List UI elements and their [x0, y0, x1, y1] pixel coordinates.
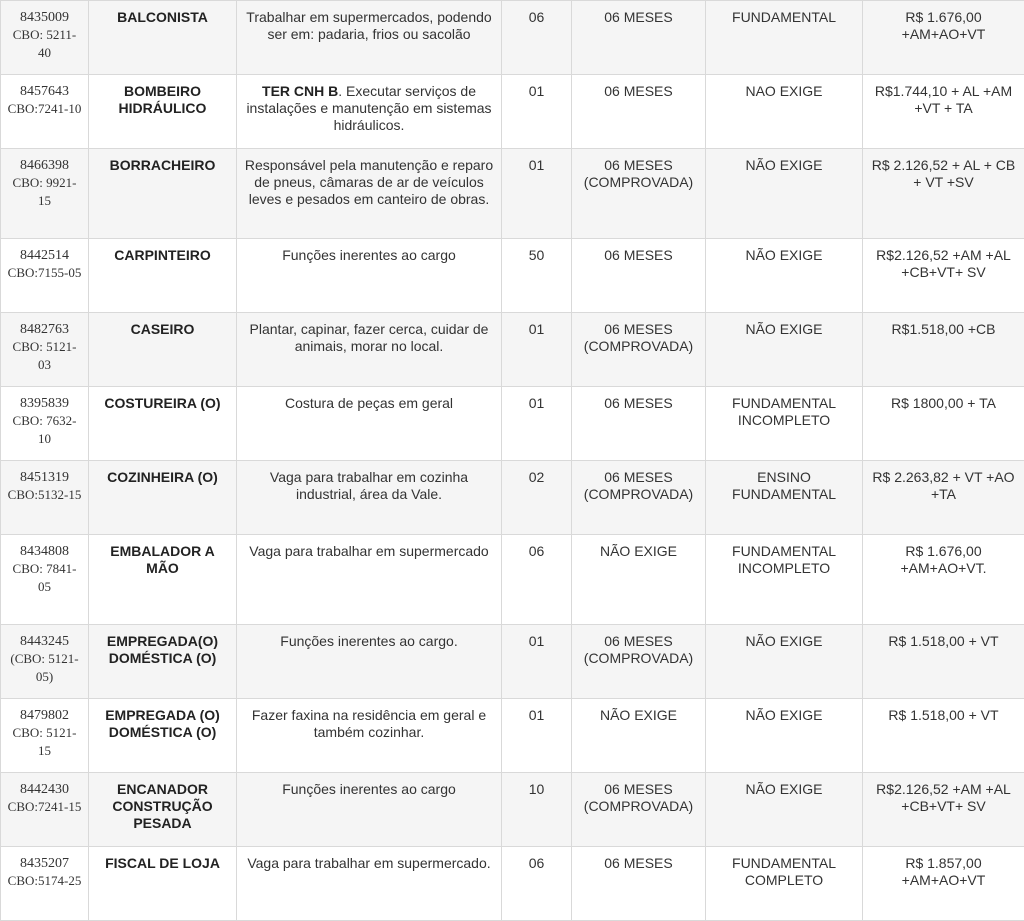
salary-benefits: R$1.518,00 +CB	[863, 313, 1024, 387]
job-title: COSTUREIRA (O)	[89, 387, 237, 461]
job-title: CASEIRO	[89, 313, 237, 387]
vacancy-code: 8434808	[20, 544, 69, 559]
vacancy-quantity: 01	[502, 313, 572, 387]
job-description	[237, 847, 502, 921]
cbo-code: CBO:7241-15	[8, 799, 82, 814]
salary-benefits: R$ 1.676,00 +AM+AO+VT	[863, 1, 1024, 75]
vacancy-code: 8435009	[20, 10, 69, 25]
table-row	[1, 699, 1024, 773]
vacancy-quantity: 01	[502, 625, 572, 699]
job-title: COZINHEIRA (O)	[89, 461, 237, 535]
salary-benefits: R$ 1.857,00 +AM+AO+VT	[863, 847, 1024, 921]
table-row	[1, 149, 1024, 239]
job-title: CARPINTEIRO	[89, 239, 237, 313]
description-highlight: TER CNH B	[262, 83, 338, 99]
description-text: Funções inerentes ao cargo.	[280, 633, 457, 649]
cbo-code: CBO: 7632-10	[13, 413, 77, 446]
vacancy-code-cell	[1, 75, 89, 149]
experience-requirement: 06 MESES	[572, 1, 706, 75]
cbo-code: CBO:7241-10	[8, 101, 82, 116]
job-description	[237, 625, 502, 699]
vacancy-quantity: 01	[502, 387, 572, 461]
description-text: Fazer faxina na residência em geral e também cozinhar.	[252, 707, 486, 740]
job-title: BALCONISTA	[89, 1, 237, 75]
education-requirement: NÃO EXIGE	[706, 625, 863, 699]
job-title: EMPREGADA(O) DOMÉSTICA (O)	[89, 625, 237, 699]
salary-benefits: R$ 1.676,00 +AM+AO+VT.	[863, 535, 1024, 625]
experience-requirement: 06 MESES	[572, 75, 706, 149]
vacancy-code-cell	[1, 149, 89, 239]
cbo-code: CBO: 7841-05	[13, 561, 77, 594]
experience-requirement: 06 MESES (COMPROVADA)	[572, 773, 706, 847]
cbo-code: CBO: 9921-15	[13, 175, 77, 208]
job-description	[237, 1, 502, 75]
experience-requirement: 06 MESES (COMPROVADA)	[572, 461, 706, 535]
education-requirement: FUNDAMENTAL INCOMPLETO	[706, 387, 863, 461]
vacancy-code: 8395839	[20, 396, 69, 411]
education-requirement: NÃO EXIGE	[706, 699, 863, 773]
salary-benefits: R$1.744,10 + AL +AM +VT + TA	[863, 75, 1024, 149]
cbo-code: CBO: 5121-15	[13, 725, 77, 758]
experience-requirement: 06 MESES	[572, 847, 706, 921]
description-text: Trabalhar em supermercados, podendo ser em: padaria, frios ou sacolão	[246, 9, 491, 42]
vacancy-code: 8443245	[20, 634, 69, 649]
education-requirement: FUNDAMENTAL COMPLETO	[706, 847, 863, 921]
experience-requirement: 06 MESES (COMPROVADA)	[572, 313, 706, 387]
vacancy-code-cell	[1, 387, 89, 461]
table-row	[1, 847, 1024, 921]
salary-benefits: R$ 2.126,52 + AL + CB + VT +SV	[863, 149, 1024, 239]
vacancy-code: 8466398	[20, 158, 69, 173]
cbo-code: CBO:5132-15	[8, 487, 82, 502]
vacancy-quantity: 01	[502, 699, 572, 773]
table-row	[1, 239, 1024, 313]
cbo-code: CBO:5174-25	[8, 873, 82, 888]
job-description	[237, 313, 502, 387]
salary-benefits: R$2.126,52 +AM +AL +CB+VT+ SV	[863, 773, 1024, 847]
table-row	[1, 75, 1024, 149]
salary-benefits: R$ 1.518,00 + VT	[863, 625, 1024, 699]
salary-benefits: R$ 1.518,00 + VT	[863, 699, 1024, 773]
education-requirement: NÃO EXIGE	[706, 149, 863, 239]
education-requirement: NÃO EXIGE	[706, 239, 863, 313]
vacancy-quantity: 06	[502, 1, 572, 75]
cbo-code: CBO: 5211-40	[13, 27, 76, 60]
description-text: Costura de peças em geral	[285, 395, 453, 411]
table-row	[1, 313, 1024, 387]
table-row	[1, 387, 1024, 461]
vacancy-code-cell	[1, 535, 89, 625]
education-requirement: NÃO EXIGE	[706, 313, 863, 387]
table-row	[1, 461, 1024, 535]
job-description	[237, 239, 502, 313]
vacancy-code-cell	[1, 847, 89, 921]
table-row	[1, 535, 1024, 625]
experience-requirement: NÃO EXIGE	[572, 699, 706, 773]
job-description	[237, 773, 502, 847]
cbo-code: (CBO: 5121-05)	[10, 651, 78, 684]
experience-requirement: 06 MESES (COMPROVADA)	[572, 625, 706, 699]
vacancy-quantity: 50	[502, 239, 572, 313]
job-description	[237, 387, 502, 461]
table-row	[1, 625, 1024, 699]
vacancy-code: 8442430	[20, 782, 69, 797]
description-text: Plantar, capinar, fazer cerca, cuidar de animais, morar no local.	[250, 321, 489, 354]
job-description	[237, 699, 502, 773]
vacancy-code-cell	[1, 773, 89, 847]
experience-requirement: NÃO EXIGE	[572, 535, 706, 625]
job-title: EMBALADOR A MÃO	[89, 535, 237, 625]
cbo-code: CBO: 5121-03	[13, 339, 77, 372]
vacancy-code: 8457643	[20, 84, 69, 99]
job-title: BOMBEIRO HIDRÁULICO	[89, 75, 237, 149]
salary-benefits: R$ 1800,00 + TA	[863, 387, 1024, 461]
vacancy-code-cell	[1, 461, 89, 535]
vacancy-code-cell	[1, 313, 89, 387]
description-text: Funções inerentes ao cargo	[282, 247, 456, 263]
salary-benefits: R$ 2.263,82 + VT +AO +TA	[863, 461, 1024, 535]
vacancy-code: 8479802	[20, 708, 69, 723]
experience-requirement: 06 MESES	[572, 387, 706, 461]
job-description	[237, 149, 502, 239]
vacancy-code-cell	[1, 625, 89, 699]
vacancy-quantity: 06	[502, 535, 572, 625]
experience-requirement: 06 MESES	[572, 239, 706, 313]
education-requirement: FUNDAMENTAL	[706, 1, 863, 75]
description-text: Vaga para trabalhar em supermercado	[249, 543, 488, 559]
cbo-code: CBO:7155-05	[8, 265, 82, 280]
description-text: Vaga para trabalhar em cozinha industrial, área da Vale.	[270, 469, 468, 502]
vacancy-quantity: 02	[502, 461, 572, 535]
job-title: BORRACHEIRO	[89, 149, 237, 239]
description-text: Responsável pela manutenção e reparo de pneus, câmaras de ar de veículos leves e pesados em canteiro de obras.	[245, 157, 493, 207]
job-description	[237, 535, 502, 625]
vacancy-code: 8482763	[20, 322, 69, 337]
vacancy-code-cell	[1, 1, 89, 75]
vacancy-quantity: 01	[502, 149, 572, 239]
vacancy-quantity: 10	[502, 773, 572, 847]
vacancy-quantity: 06	[502, 847, 572, 921]
table-body	[1, 1, 1024, 921]
salary-benefits: R$2.126,52 +AM +AL +CB+VT+ SV	[863, 239, 1024, 313]
education-requirement: NAO EXIGE	[706, 75, 863, 149]
table-row	[1, 1, 1024, 75]
vacancy-code: 8451319	[20, 470, 69, 485]
description-text: Vaga para trabalhar em supermercado.	[247, 855, 490, 871]
education-requirement: ENSINO FUNDAMENTAL	[706, 461, 863, 535]
job-description	[237, 75, 502, 149]
education-requirement: FUNDAMENTAL INCOMPLETO	[706, 535, 863, 625]
vacancy-code-cell	[1, 239, 89, 313]
experience-requirement: 06 MESES (COMPROVADA)	[572, 149, 706, 239]
education-requirement: NÃO EXIGE	[706, 773, 863, 847]
job-description	[237, 461, 502, 535]
job-title: ENCANADOR CONSTRUÇÃO PESADA	[89, 773, 237, 847]
table-row	[1, 773, 1024, 847]
description-text: . Executar serviços de instalações e manutenção em sistemas hidráulicos.	[246, 83, 491, 133]
vacancy-code-cell	[1, 699, 89, 773]
vacancy-quantity: 01	[502, 75, 572, 149]
vacancy-code: 8435207	[20, 856, 69, 871]
job-title: FISCAL DE LOJA	[89, 847, 237, 921]
job-title: EMPREGADA (O) DOMÉSTICA (O)	[89, 699, 237, 773]
description-text: Funções inerentes ao cargo	[282, 781, 456, 797]
vacancy-code: 8442514	[20, 248, 69, 263]
